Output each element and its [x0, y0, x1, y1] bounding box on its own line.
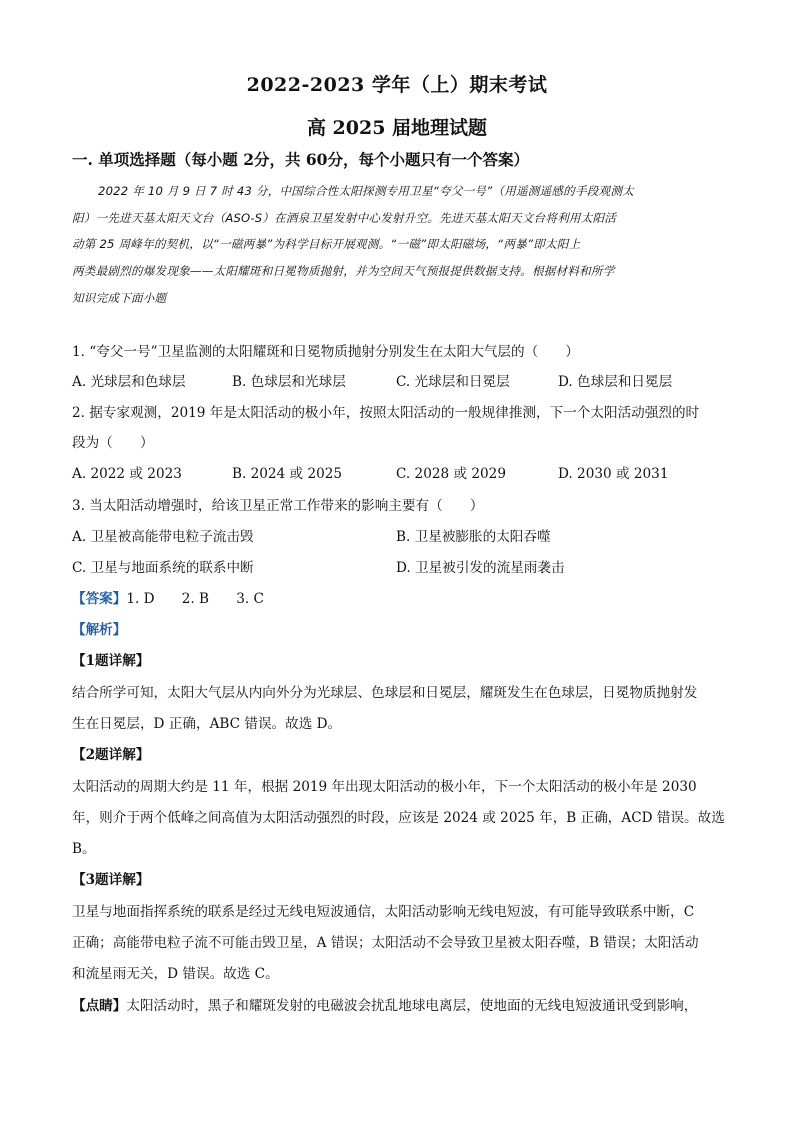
- analysis-tag: 【解析】: [72, 622, 127, 638]
- question-2-stem: 2. 据专家观测，2019 年是太阳活动的极小年，按照太阳活动的一般规律推测，下一个太阳活动强烈的时: [72, 405, 700, 421]
- question-2-option-d: D. 2030 或 2031: [558, 466, 669, 482]
- question-1-option-b: B. 色球层和光球层: [232, 374, 346, 390]
- tip-text: 太阳活动时，黑子和耀斑发射的电磁波会扰乱地球电离层，使地面的无线电短波通讯受到影响，: [126, 998, 698, 1014]
- question-2-stem-cont: 段为（ ）: [72, 435, 154, 451]
- question-1-option-d: D. 色球层和日冕层: [558, 374, 673, 390]
- question-2-option-a: A. 2022 或 2023: [72, 466, 182, 482]
- section-heading: 一. 单项选择题（每小题 2分，共 60分，每个小题只有一个答案）: [72, 150, 529, 169]
- question-1-stem: 1. “夸父一号”卫星监测的太阳耀斑和日冕物质抛射分别发生在太阳大气层的（ ）: [72, 344, 579, 360]
- tip-tag: 【点睛】: [72, 998, 127, 1014]
- detail-3-line: 和流星雨无关，D 错误。故选 C。: [72, 966, 279, 982]
- detail-3-line: 正确；高能带电粒子流不可能击毁卫星，A 错误；太阳活动不会导致卫星被太阳吞噬，B 错误；太阳活动: [72, 935, 699, 951]
- answer-text: 1. D 2. B 3. C: [126, 591, 264, 607]
- detail-2-line: B。: [72, 841, 96, 857]
- passage-line: 动第 25 周峰年的契机，以“一磁两暴”为科学目标开展观测。“一磁”即太阳磁场，“两暴”即太阳上: [72, 237, 581, 252]
- answer-line: [72, 587, 264, 607]
- question-1-option-c: C. 光球层和日冕层: [396, 374, 510, 390]
- detail-1-line: 结合所学可知，太阳大气层从内向外分为光球层、色球层和日冕层，耀斑发生在色球层，日冕物质抛射发: [72, 685, 698, 701]
- passage-line: 2022 年 10 月 9 日 7 时 43 分，中国综合性太阳探测专用卫星“夸父一号”（用遥测遥感的手段观测太: [98, 184, 634, 198]
- detail-3-tag: 【3题详解】: [72, 872, 150, 888]
- passage-line: 知识完成下面小题: [72, 290, 167, 305]
- question-2-option-c: C. 2028 或 2029: [396, 466, 506, 482]
- detail-1-tag: 【1题详解】: [72, 653, 150, 669]
- answer-tag: 【答案】: [72, 591, 127, 607]
- passage-line: 阳）一先进天基太阳天文台（ASO-S）在酒泉卫星发射中心发射升空。先进天基太阳天文台将利用太阳活: [72, 210, 617, 225]
- question-3-option-a: A. 卫星被高能带电粒子流击毁: [72, 529, 254, 545]
- detail-2-tag: 【2题详解】: [72, 747, 150, 763]
- detail-2-line: 太阳活动的周期大约是 11 年，根据 2019 年出现太阳活动的极小年，下一个太阳活动的极小年是 2030: [72, 779, 697, 795]
- reading-passage: [72, 178, 718, 312]
- detail-3-line: 卫星与地面指挥系统的联系是经过无线电短波通信，太阳活动影响无线电短波，有可能导致联系中断，C: [72, 904, 695, 920]
- question-3-stem: 3. 当太阳活动增强时，给该卫星正常工作带来的影响主要有（ ）: [72, 498, 484, 514]
- question-2-option-b: B. 2024 或 2025: [232, 466, 343, 482]
- question-3-option-c: C. 卫星与地面系统的联系中断: [72, 560, 254, 576]
- passage-line: 两类最剧烈的爆发现象——太阳耀斑和日冕物质抛射，并为空间天气预报提供数据支持。根据材料和所学: [72, 264, 615, 279]
- exam-title: 2022-2023 学年（上）期末考试: [246, 74, 548, 96]
- detail-1-line: 生在日冕层，D 正确，ABC 错误。故选 D。: [72, 716, 342, 732]
- question-3-option-b: B. 卫星被膨胀的太阳吞噬: [396, 529, 551, 545]
- exam-subtitle: 高 2025 届地理试题: [306, 117, 488, 139]
- question-1-option-a: A. 光球层和色球层: [72, 374, 186, 390]
- question-3-option-d: D. 卫星被引发的流星雨袭击: [396, 560, 565, 576]
- detail-2-line: 年，则介于两个低峰之间高值为太阳活动强烈的时段，应该是 2024 或 2025 年，B 正确，ACD 错误。故选: [72, 810, 725, 826]
- tip-line: [72, 994, 697, 1014]
